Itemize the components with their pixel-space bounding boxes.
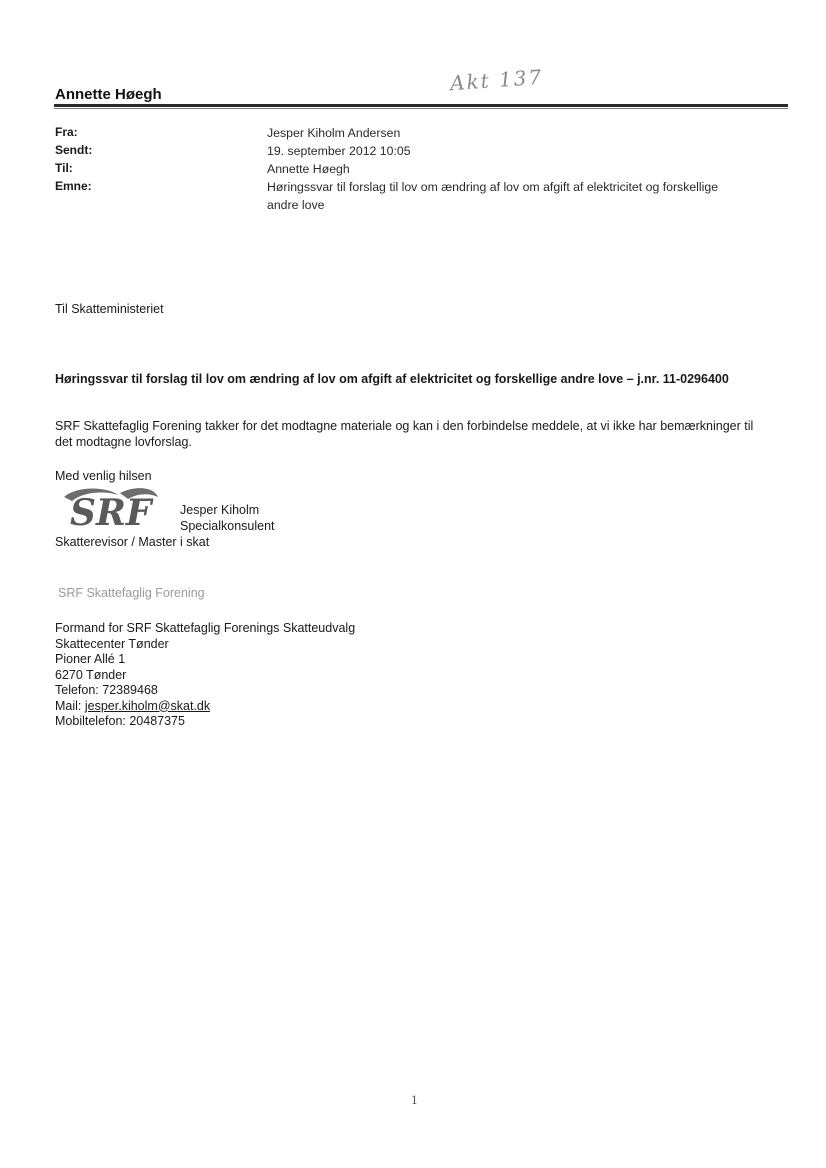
signer-role: Specialkonsulent <box>180 519 275 533</box>
from-value: Jesper Kiholm Andersen <box>267 126 401 140</box>
subject-label: Emne: <box>55 179 92 193</box>
srf-logo <box>58 483 162 531</box>
addressee: Til Skatteministeriet <box>55 302 164 316</box>
closing: Med venlig hilsen <box>55 469 152 483</box>
subject-value: Høringssvar til forslag til lov om ændring af lov om afgift af elektricitet og forskellige andre love <box>267 180 719 212</box>
page-number: 1 <box>411 1094 418 1107</box>
mail-label: Mail: <box>55 698 85 713</box>
contact-mail <box>55 699 355 715</box>
contact-mobile: Mobiltelefon: 20487375 <box>55 714 185 728</box>
signer-title: Skatterevisor / Master i skat <box>55 535 210 549</box>
header-divider-thin <box>54 108 788 109</box>
contact-office: Skattecenter Tønder <box>55 636 169 651</box>
contact-role: Formand for SRF Skattefaglig Forenings Skatteudvalg <box>55 621 356 635</box>
contact-city: 6270 Tønder <box>55 667 127 682</box>
letter-paragraph: SRF Skattefaglig Forening takker for det modtagne materiale og kan i den forbindelse meddele, at vi ikke har bemærkninger til det modtagne lovforslag. <box>55 419 754 449</box>
organization-name: SRF Skattefaglig Forening <box>58 586 205 600</box>
srf-logo-graphic <box>58 483 162 531</box>
logo-text: SRF <box>70 492 152 531</box>
contact-street: Pioner Allé 1 <box>55 652 126 666</box>
header-divider <box>54 104 788 107</box>
handwritten-annotation: Akt 137 <box>449 64 544 96</box>
sent-value: 19. september 2012 10:05 <box>267 144 411 158</box>
to-value: Annette Høegh <box>267 162 350 176</box>
signer-name: Jesper Kiholm <box>180 503 260 517</box>
contact-block <box>55 621 355 730</box>
mail-link[interactable]: jesper.kiholm@skat.dk <box>84 698 211 713</box>
to-label: Til: <box>55 161 73 175</box>
recipient-name: Annette Høegh <box>55 86 162 103</box>
letter-title: Høringssvar til forslag til lov om ændring af lov om afgift af elektricitet og forskellige andre love – j.nr. 11-0296400 <box>55 372 729 386</box>
sent-label: Sendt: <box>55 143 93 157</box>
from-label: Fra: <box>55 125 78 139</box>
contact-phone: Telefon: 72389468 <box>55 683 158 697</box>
